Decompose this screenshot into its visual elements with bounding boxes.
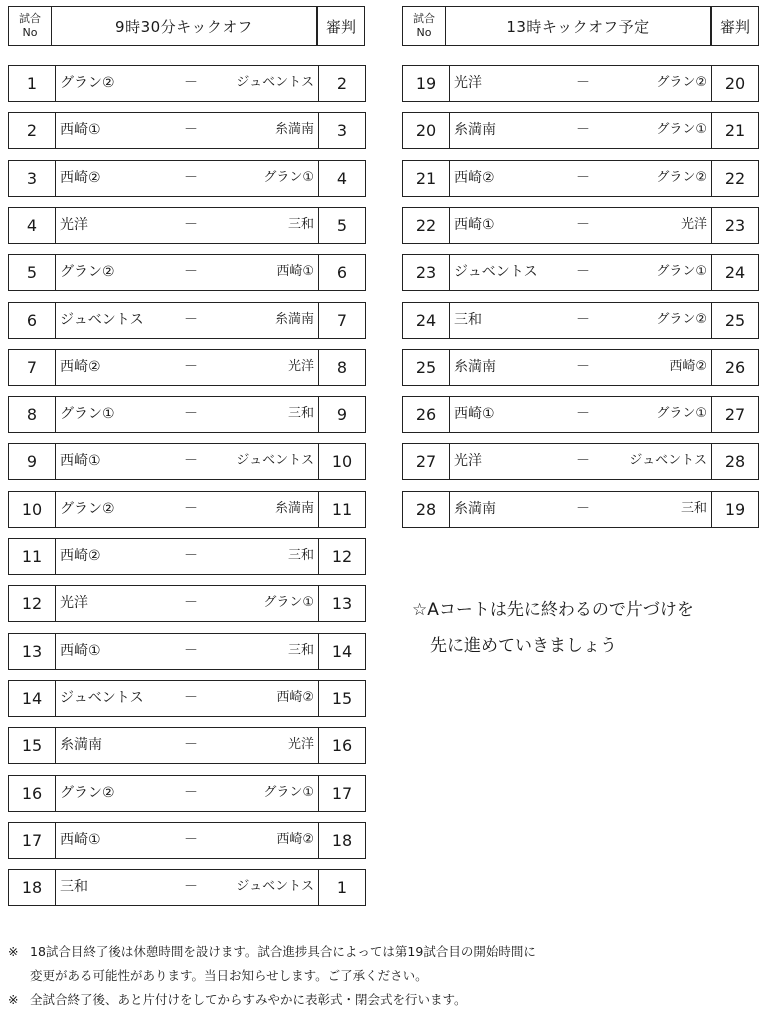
away-team: 西崎② (276, 689, 314, 705)
referee-number: 23 (711, 207, 759, 244)
away-team: グラン① (656, 406, 707, 422)
home-team: 西崎① (60, 122, 101, 139)
match-number: 16 (8, 775, 56, 812)
match-number: 9 (8, 443, 56, 480)
versus-dash: － (184, 169, 198, 186)
match-row (8, 396, 363, 433)
versus-dash: － (576, 216, 590, 233)
match-number: 27 (402, 443, 450, 480)
match-row (8, 254, 363, 291)
match-no-sublabel: No (416, 26, 432, 39)
versus-dash: － (576, 264, 590, 281)
footnote-break-line-2: 変更がある可能性があります。当日お知らせします。ご了承ください。 (30, 968, 428, 983)
match-pairing (56, 585, 318, 622)
away-team: 糸満南 (274, 311, 314, 327)
match-pairing (56, 254, 318, 291)
versus-dash: － (184, 264, 198, 281)
match-pairing (450, 396, 711, 433)
afternoon-schedule (402, 6, 762, 519)
match-pairing (56, 633, 318, 670)
match-pairing (450, 160, 711, 197)
home-team: 西崎② (454, 169, 495, 186)
note-mark: ※ (8, 992, 19, 1007)
match-row (402, 349, 762, 386)
away-team: グラン② (656, 75, 707, 90)
match-number: 21 (402, 160, 450, 197)
match-number: 26 (402, 396, 450, 433)
referee-number: 13 (318, 585, 366, 622)
match-number: 5 (8, 254, 56, 291)
versus-dash: － (184, 879, 198, 896)
referee-number: 10 (318, 443, 366, 480)
match-row (402, 207, 762, 244)
versus-dash: － (184, 216, 198, 233)
note-mark: ※ (8, 944, 19, 959)
home-team: 西崎② (60, 169, 101, 186)
match-number: 6 (8, 302, 56, 339)
match-number: 7 (8, 349, 56, 386)
versus-dash: － (184, 831, 198, 848)
match-pairing (450, 112, 711, 149)
match-row (8, 65, 363, 102)
footnotes (8, 940, 758, 1012)
versus-dash: － (184, 784, 198, 801)
match-row (402, 160, 762, 197)
referee-number: 28 (711, 443, 759, 480)
referee-number: 4 (318, 160, 366, 197)
footnote-break (8, 940, 758, 964)
match-number: 23 (402, 254, 450, 291)
home-team: 三和 (454, 311, 482, 328)
cleanup-notice (412, 592, 762, 664)
home-team: 光洋 (60, 216, 88, 233)
away-team: 光洋 (680, 216, 707, 232)
match-row (8, 585, 363, 622)
match-row (8, 207, 363, 244)
versus-dash: － (576, 311, 590, 328)
match-number: 19 (402, 65, 450, 102)
match-number: 12 (8, 585, 56, 622)
match-row (8, 869, 363, 906)
match-number: 4 (8, 207, 56, 244)
match-number: 28 (402, 491, 450, 528)
home-team: 西崎① (60, 831, 101, 848)
home-team: 光洋 (454, 75, 482, 91)
home-team: グラン② (60, 264, 115, 281)
match-row (8, 349, 363, 386)
versus-dash: － (184, 358, 198, 375)
versus-dash: － (184, 453, 198, 470)
versus-dash: － (576, 358, 590, 375)
versus-dash: － (184, 311, 198, 328)
match-number: 2 (8, 112, 56, 149)
referee-number: 20 (711, 65, 759, 102)
versus-dash: － (184, 122, 198, 139)
away-team: グラン① (656, 122, 707, 138)
home-team: 西崎① (60, 642, 101, 659)
home-team: 三和 (60, 879, 88, 896)
referee-number: 22 (711, 160, 759, 197)
home-team: 西崎① (60, 453, 101, 470)
match-row (8, 160, 363, 197)
away-team: ジュベントス (236, 879, 314, 895)
referee-number: 25 (711, 302, 759, 339)
match-pairing (56, 443, 318, 480)
referee-header: 審判 (711, 6, 759, 46)
home-team: 西崎① (454, 216, 495, 233)
referee-number: 6 (318, 254, 366, 291)
match-pairing (450, 302, 711, 339)
referee-number: 15 (318, 680, 366, 717)
versus-dash: － (184, 689, 198, 706)
match-row (8, 302, 363, 339)
match-row (402, 396, 762, 433)
away-team: ジュベントス (629, 453, 707, 469)
kickoff-title: 13時キックオフ予定 (446, 6, 711, 46)
away-team: 光洋 (287, 737, 314, 753)
away-team: 糸満南 (274, 500, 314, 516)
match-number: 22 (402, 207, 450, 244)
referee-number: 17 (318, 775, 366, 812)
match-row (8, 112, 363, 149)
match-number: 3 (8, 160, 56, 197)
referee-number: 2 (318, 65, 366, 102)
versus-dash: － (184, 548, 198, 564)
match-pairing (450, 491, 711, 528)
morning-schedule (8, 6, 363, 898)
referee-number: 14 (318, 633, 366, 670)
match-row (402, 302, 762, 339)
match-no-header (402, 6, 446, 46)
home-team: グラン① (60, 406, 115, 423)
match-row (8, 538, 363, 575)
footnote-break-line-1: 18試合目終了後は休憩時間を設けます。試合進捗具合によっては第19試合目の開始時間に (30, 944, 536, 959)
referee-number: 1 (318, 869, 366, 906)
match-pairing (56, 65, 318, 102)
match-row (8, 633, 363, 670)
away-team: 西崎② (276, 831, 314, 847)
match-row (8, 775, 363, 812)
morning-header (8, 6, 363, 48)
match-number: 20 (402, 112, 450, 149)
match-pairing (56, 538, 318, 575)
home-team: 光洋 (454, 453, 482, 470)
away-team: 糸満南 (274, 122, 314, 138)
versus-dash: － (576, 75, 590, 91)
match-no-header (8, 6, 52, 46)
match-pairing (56, 160, 318, 197)
versus-dash: － (184, 595, 198, 612)
notice-line-2: 先に進めていきましょう (430, 636, 617, 656)
match-no-sublabel: No (22, 26, 38, 39)
match-pairing (56, 727, 318, 764)
home-team: ジュベントス (60, 311, 144, 328)
match-no-label: 試合 (413, 12, 435, 25)
referee-number: 16 (318, 727, 366, 764)
referee-number: 8 (318, 349, 366, 386)
away-team: ジュベントス (236, 453, 314, 469)
home-team: 糸満南 (454, 122, 496, 139)
away-team: 西崎② (669, 358, 707, 374)
match-pairing (56, 775, 318, 812)
versus-dash: － (184, 737, 198, 754)
away-team: グラン① (263, 595, 314, 611)
home-team: ジュベントス (454, 264, 538, 281)
away-team: 三和 (287, 216, 314, 232)
versus-dash: － (184, 500, 198, 517)
away-team: ジュベントス (236, 75, 314, 90)
afternoon-header (402, 6, 762, 48)
referee-number: 26 (711, 349, 759, 386)
match-number: 14 (8, 680, 56, 717)
referee-number: 5 (318, 207, 366, 244)
match-row (8, 680, 363, 717)
away-team: 西崎① (276, 264, 314, 280)
versus-dash: － (576, 453, 590, 470)
away-team: 光洋 (287, 358, 314, 374)
referee-number: 19 (711, 491, 759, 528)
match-pairing (56, 396, 318, 433)
away-team: グラン② (656, 169, 707, 185)
versus-dash: － (184, 406, 198, 423)
match-row (8, 443, 363, 480)
match-number: 18 (8, 869, 56, 906)
home-team: グラン② (60, 75, 115, 91)
match-pairing (56, 349, 318, 386)
away-team: 三和 (287, 548, 314, 563)
away-team: グラン① (656, 264, 707, 280)
match-pairing (56, 491, 318, 528)
notice-line-1: ☆Aコートは先に終わるので片づけを (412, 600, 694, 620)
match-pairing (56, 207, 318, 244)
match-number: 25 (402, 349, 450, 386)
referee-number: 7 (318, 302, 366, 339)
versus-dash: － (184, 75, 198, 91)
away-team: グラン② (656, 311, 707, 327)
match-row (402, 254, 762, 291)
away-team: 三和 (680, 500, 707, 516)
match-pairing (56, 869, 318, 906)
home-team: 糸満南 (454, 358, 496, 375)
home-team: ジュベントス (60, 689, 144, 706)
home-team: 西崎② (60, 358, 101, 375)
match-row (402, 112, 762, 149)
match-pairing (56, 680, 318, 717)
versus-dash: － (576, 406, 590, 423)
referee-header: 審判 (317, 6, 365, 46)
versus-dash: － (576, 500, 590, 517)
referee-number: 24 (711, 254, 759, 291)
home-team: グラン② (60, 500, 115, 517)
referee-number: 9 (318, 396, 366, 433)
match-pairing (450, 443, 711, 480)
versus-dash: － (184, 642, 198, 659)
referee-number: 12 (318, 538, 366, 575)
match-pairing (450, 65, 711, 102)
away-team: グラン① (263, 784, 314, 800)
match-row (8, 822, 363, 859)
match-row (402, 491, 762, 528)
footnote-ceremony (8, 988, 758, 1012)
versus-dash: － (576, 169, 590, 186)
referee-number: 3 (318, 112, 366, 149)
referee-number: 27 (711, 396, 759, 433)
match-no-label: 試合 (19, 12, 41, 25)
away-team: 三和 (287, 642, 314, 658)
match-row (402, 65, 762, 102)
away-team: 三和 (287, 406, 314, 422)
referee-number: 11 (318, 491, 366, 528)
referee-number: 21 (711, 112, 759, 149)
home-team: グラン② (60, 784, 115, 801)
home-team: 糸満南 (60, 737, 102, 754)
match-pairing (450, 254, 711, 291)
match-pairing (450, 349, 711, 386)
match-number: 17 (8, 822, 56, 859)
match-row (402, 443, 762, 480)
away-team: グラン① (263, 169, 314, 185)
home-team: 糸満南 (454, 500, 496, 517)
home-team: 西崎① (454, 406, 495, 423)
match-number: 1 (8, 65, 56, 102)
match-number: 13 (8, 633, 56, 670)
match-number: 15 (8, 727, 56, 764)
kickoff-title: 9時30分キックオフ (52, 6, 317, 46)
versus-dash: － (576, 122, 590, 139)
footnote-ceremony-text: 全試合終了後、あと片付けをしてからすみやかに表彰式・閉会式を行います。 (30, 992, 467, 1007)
match-row (8, 491, 363, 528)
match-number: 24 (402, 302, 450, 339)
match-number: 10 (8, 491, 56, 528)
home-team: 西崎② (60, 548, 101, 564)
match-pairing (56, 302, 318, 339)
match-pairing (56, 112, 318, 149)
home-team: 光洋 (60, 595, 88, 612)
match-row (8, 727, 363, 764)
referee-number: 18 (318, 822, 366, 859)
match-number: 11 (8, 538, 56, 575)
match-pairing (56, 822, 318, 859)
match-number: 8 (8, 396, 56, 433)
match-pairing (450, 207, 711, 244)
